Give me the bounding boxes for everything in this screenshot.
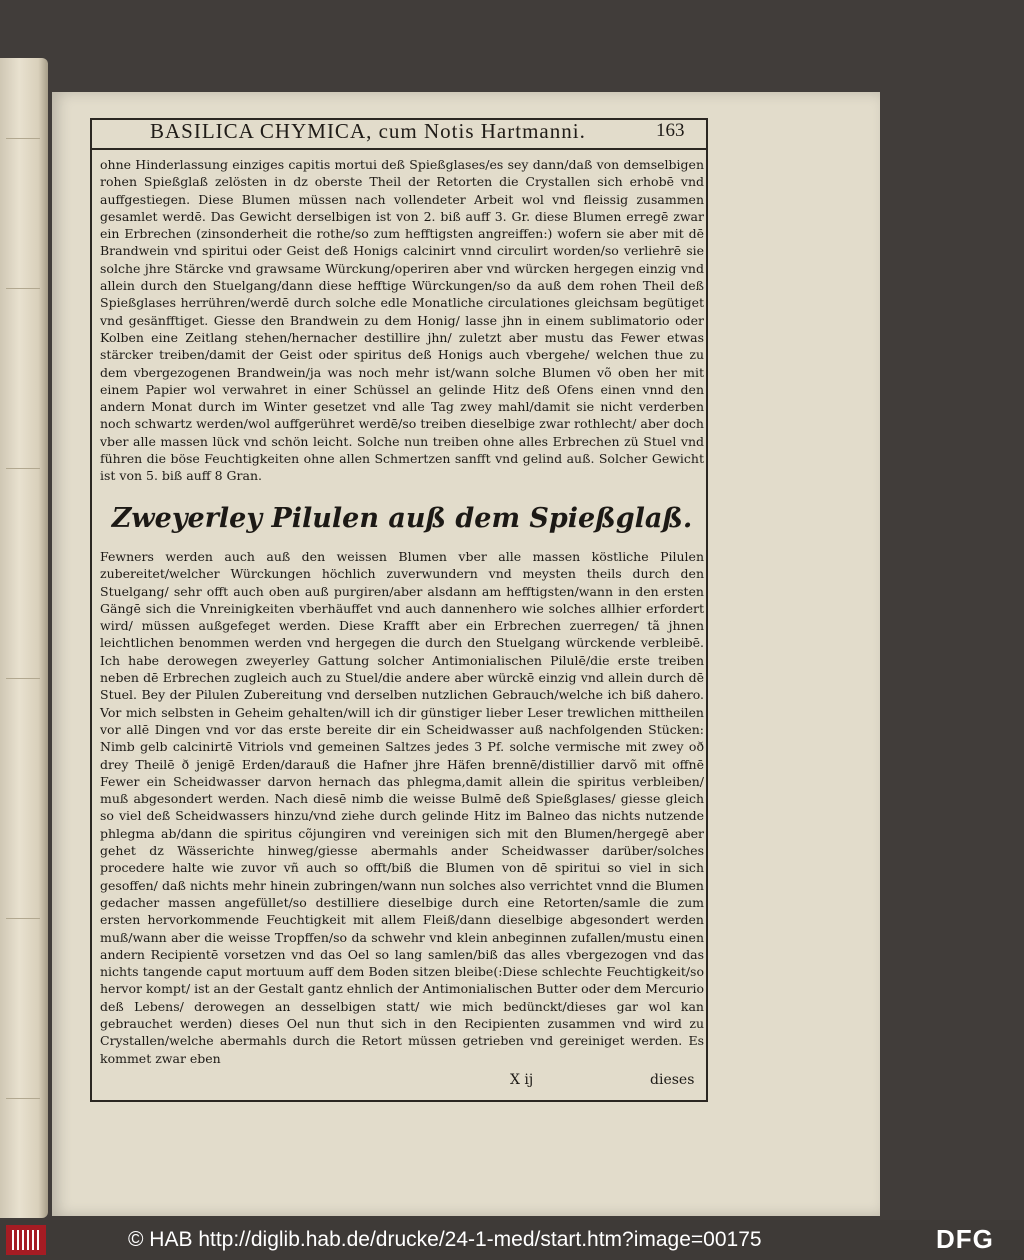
- body-paragraph-1: ohne Hinderlassung einziges capitis mortui deß Spießglases/es sey dann/daß von demselbigen rohen Spießglaß zelösten in dz oberste Theil der Retorten die Crystallen sich erhobē vnd auffgestiegen. Diese Blumen müssen nach vollendeter Arbeit wol vnd fleissig zusammen gesamlet werdē. Das Gewicht derselbigen ist von 2. biß auff 3. Gr. diese Blumen erregē zwar ein Erbrechen (zinsonderheit die rothe/so zum hefftigsten angreiffen:) wofern sie aber mit dē Brandwein vnd spiritui oder Geist deß Honigs calcinirt vnnd circulirt worden/so verliehrē sie solche jhre Stärcke vnd grawsame Würckung/operiren aber vnd würcken hergegen einzig vnd allein durch den Stuelgang/dann diese hefftige Würckungen/so da auß dem rohen Theil deß Spießglases herrühren/werdē durch solche edle Monatliche circulationes gleichsam begütiget vnd gesänfftiget. Giesse den Brandwein zu dem Honig/ lasse jhn in einem sublimatorio oder Kolben eine Zeitlang stehen/hernacher destillire jhn/ zuletzt aber mustu das Fewer etwas stärcker treiben/damit der Geist oder spiritus deß Honigs auch vbergehe/ welchen thue zu dem vbergezogenen Brandwein/ja was noch mehr ist/wann solche Blumen võ oben her mit einem Papier wol verwahret in einer Schüssel an gelinde Hitz deß Ofens einen vnnd den andern Monat durch im Winter gesetzet vnd alle Tag zwey mahl/damit sie nicht verderben noch schwartz werden/wol auffgerühret werdē/so treiben dieselbige zwar rothlecht/ aber doch vber alle massen lück vnd schön leicht. Solche nun treiben ohne alles Erbrechen zü Stuel vnd führen die böse Feuchtigkeiten ohne allen Schmertzen sanfft vnd gelind auß. Solcher Gewicht ist von 5. biß auff 8 Gran.: [100, 157, 704, 484]
- dfg-logo: DFG: [936, 1224, 994, 1254]
- body-paragraph-2: Fewners werden auch auß den weissen Blumen vber alle massen köstliche Pilulen zubereitet/welcher Würckungen höchlich zuverwundern vnd meysten theils durch den Stuelgang/ sehr offt auch oben auß purgiren/aber alsdann am hefftigsten/wann in den ersten Gängē sich die Vnreinigkeiten vberhäuffet vnd auch dannenhero wie solches allhier erfordert wird/ müssen außgefeget werden. Diese Krafft aber ein Erbrechen zuerregen/ tã jhnen leichtlichen benommen werden vnd hergegen die durch den Stuelgang würckende verbleibē. Ich habe derowegen zweyerley Gattung solcher Antimonialischen Pilulē/die erste treiben neben dē Erbrechen zugleich auch zu Stuel/die andere aber würckē einzig vnd allein durch dē Stuel. Bey der Pilulen Zubereitung vnd derselben nutzlichen Gebrauch/welche ich biß dahero. Vor mich selbsten in Geheim gehalten/will ich dir günstiger lieber Leser trewlichen mittheilen vor allē Dingen vnd vor das erste bereite dir ein Scheidwasser auß nachfolgenden Stücken: Nimb gelb calcinirtē Vitriols vnd gemeinen Saltzes jedes 3 Pf. solche vermische mit zwey oð drey Theilē ð jenigē Erden/darauß die Hafner jhre Häfen brennē/distillier darvõ mit offnē Fewer ein Scheidwasser darvon hernach das phlegma,damit allein die spiritus verbleiben/ muß abgesondert werden. Nach diesē nimb die weisse Bulmē deß Spießglases/ giesse gleich so viel deß Scheidwassers hinzu/vnd ziehe durch gelinde Hitz im Balneo das nichts nutzende phlegma ab/dann die spiritus cõjungiren vnd vereinigen sich mit den Blumen/hergegē aber gehet dz Wässerichte hinweg/giesse abermahls ander Scheidwasser darüber/solches procedere halte wie zuvor vñ auch so offt/biß die Blumen von dē spiritui so viel in sich gesoffen/ daß nichts mehr hinein zubringen/wann nun solches also verrichtet vnnd die Blumen gedacher massen angefüllet/so destilliere dieselbige durch eine Retorten/samle die zum ersten hervorkommende Feuchtigkeit mit allem Fleiß/dann dieselbige abgesondert werden muß/wann aber die weisse Tropffen/so da schwehr vnd klein anbeginnen zufallen/mustu einen andern Recipientē vorsetzen vnd das Oel so lang samlen/biß das alles vbergezogen vnd das nichts tangende caput mortuum auff dem Boden sitzen bleibe(:Diese schlechte Feuchtigkeit/so hervor kompt/ ist an der Gestalt gantz ehnlich der Antimonialischen Butter oder dem Mercurio deß Lebens/ derowegen an desselbigen statt/ wie mich bedünckt/dieses gar wol kan gebrauchet werden) dieses Oel nun thut sich in den Recipienten zusammen vnd wird zu Crystallen/welche abermahls durch die Retort müssen getrieben vnd gereiniget werden. Es kommet zwar eben: [100, 549, 704, 1066]
- hab-logo-icon: [6, 1225, 46, 1255]
- catchword: dieses: [650, 1072, 695, 1088]
- viewer-footer: [0, 1220, 1024, 1260]
- header-rule: [90, 148, 708, 150]
- copyright-link[interactable]: © HAB http://diglib.hab.de/drucke/24-1-med/start.htm?image=00175: [128, 1228, 762, 1251]
- running-title: BASILICA CHYMICA, cum Notis Hartmanni.: [150, 119, 586, 143]
- book-page-edge: [0, 58, 48, 1218]
- signature-mark: X ij: [510, 1072, 534, 1088]
- page-number: 163: [656, 120, 685, 141]
- section-heading: Zweyerley Pilulen auß dem Spießglaß.: [111, 503, 693, 534]
